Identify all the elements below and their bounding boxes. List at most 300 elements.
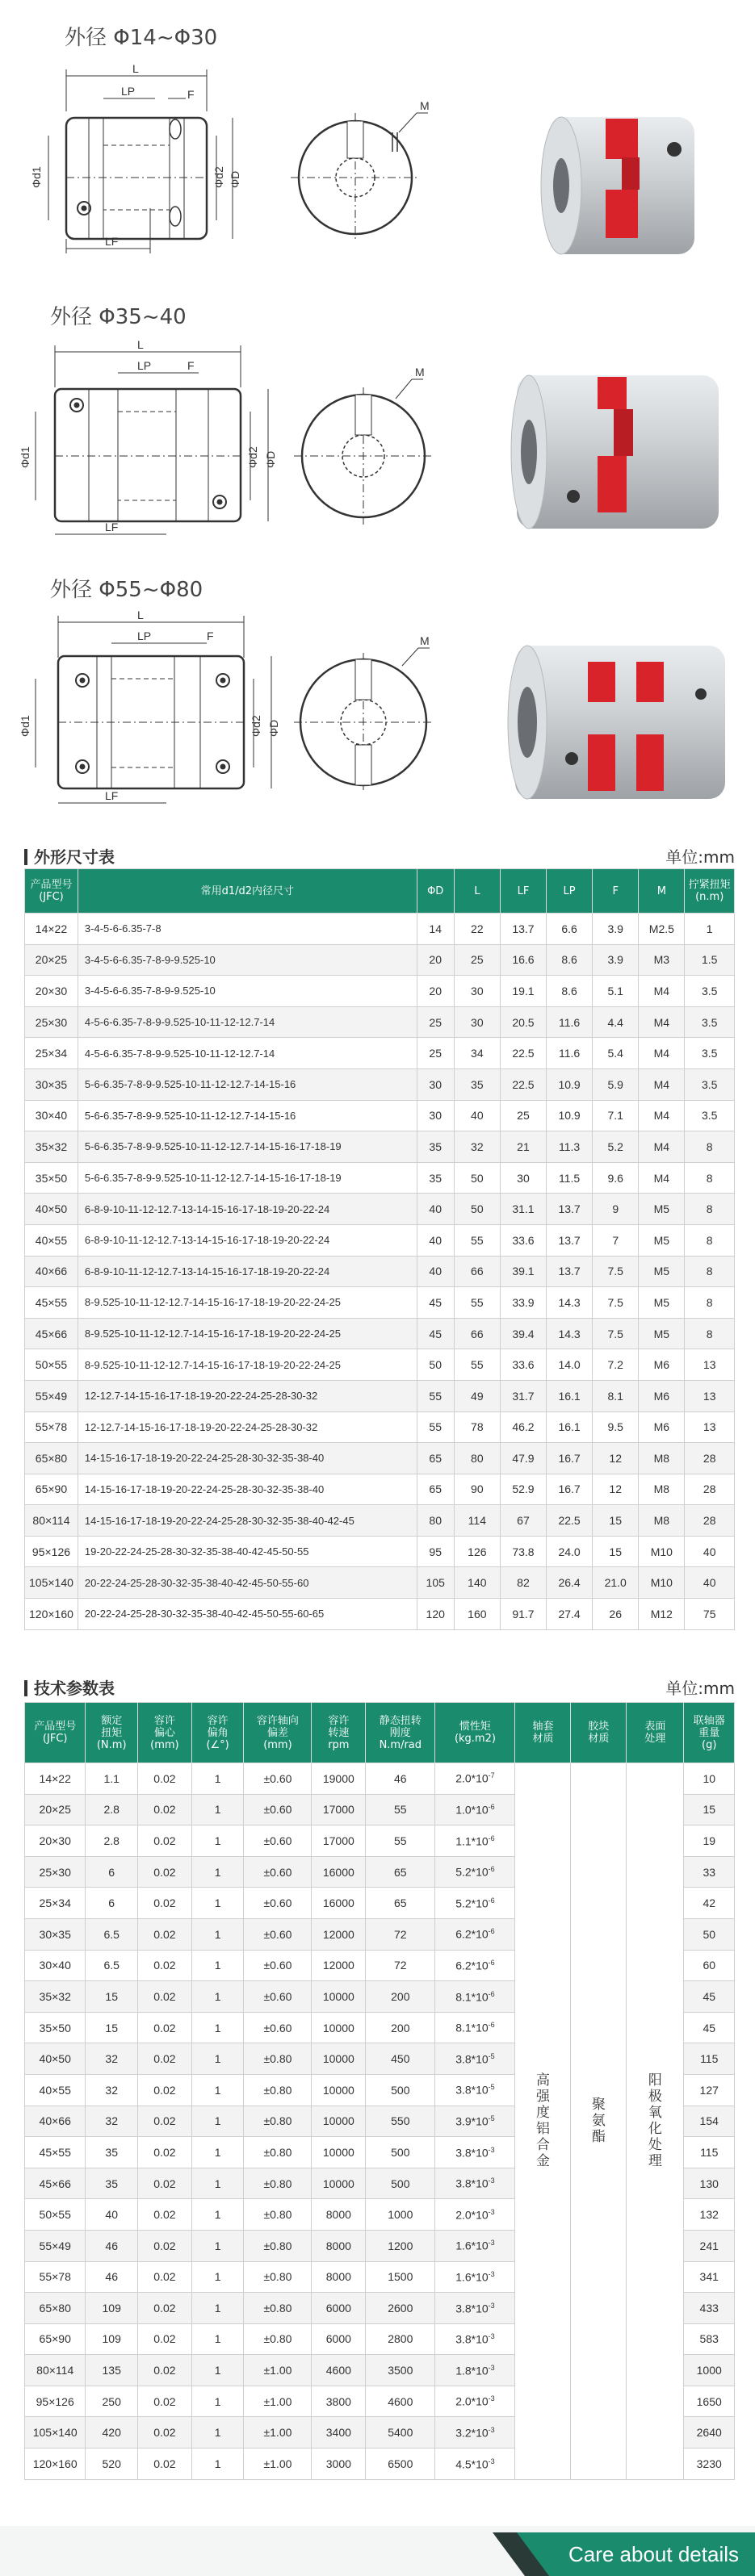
svg-text:LF: LF [105, 521, 119, 533]
table-cell: 46 [366, 1763, 435, 1795]
table-cell: 1 [191, 2106, 244, 2137]
table-cell: 40 [417, 1256, 454, 1287]
table-cell: 1 [191, 2074, 244, 2106]
inertia-cell: $1.0*10^{-6}$ [435, 1794, 515, 1825]
table-cell: 3800 [312, 2386, 366, 2417]
table-cell: 135 [86, 2355, 138, 2386]
table-cell: M4 [639, 1131, 685, 1163]
table-cell: 14×22 [25, 1763, 86, 1795]
table-cell: 35×50 [25, 2012, 86, 2043]
table-cell: 6 [86, 1888, 138, 1919]
table-cell: 3.5 [685, 1006, 735, 1038]
table-row [25, 1100, 735, 1131]
table-cell: 0.02 [138, 2168, 192, 2199]
table-cell: 1650 [684, 2386, 735, 2417]
table-cell: 39.1 [500, 1256, 546, 1287]
col-d: ΦD [417, 869, 454, 914]
svg-text:ΦD: ΦD [264, 450, 277, 468]
table-cell: 8 [685, 1287, 735, 1319]
table-cell: 14.3 [547, 1287, 593, 1319]
table-cell: 25×34 [25, 1038, 78, 1069]
table-row [25, 1131, 735, 1163]
table-cell: 0.02 [138, 2199, 192, 2231]
table-cell: 45×66 [25, 1318, 78, 1349]
table-cell: 2800 [366, 2323, 435, 2355]
table-cell: 66 [454, 1256, 500, 1287]
table-row [25, 944, 735, 976]
table-cell: 8.6 [547, 976, 593, 1007]
table-cell: 66 [454, 1318, 500, 1349]
table-cell: 13.7 [547, 1224, 593, 1256]
table-cell: 420 [86, 2417, 138, 2448]
svg-text:LP: LP [137, 359, 152, 372]
col-angular: 容许 偏角 (∠°) [191, 1703, 244, 1763]
table-cell: 6-8-9-10-11-12-12.7-13-14-15-16-17-18-19-20-22-24 [78, 1194, 417, 1225]
table-cell: 16.7 [547, 1443, 593, 1474]
table-cell: 1500 [366, 2261, 435, 2293]
table-cell: ±0.60 [244, 2012, 312, 2043]
table-cell: 11.6 [547, 1038, 593, 1069]
table-cell: 0.02 [138, 2355, 192, 2386]
svg-text:F: F [207, 629, 214, 642]
table-cell: 8 [685, 1224, 735, 1256]
col-lf: LF [500, 869, 546, 914]
table-cell: 55×78 [25, 1411, 78, 1443]
table-cell: 0.02 [138, 2230, 192, 2261]
inertia-cell: $4.5*10^{-3}$ [435, 2448, 515, 2480]
inertia-cell: $1.6*10^{-3}$ [435, 2261, 515, 2293]
col-spider: 胶块 材质 [571, 1703, 627, 1763]
inertia-cell: $2.0*10^{-3}$ [435, 2199, 515, 2231]
drawing-title: 外径 Φ55~Φ80 [50, 578, 203, 602]
table-cell: 25 [417, 1038, 454, 1069]
col-lp: LP [547, 869, 593, 914]
table-cell: 114 [454, 1505, 500, 1537]
table-cell: 16.1 [547, 1411, 593, 1443]
table-cell: 1 [191, 2168, 244, 2199]
table-cell: 40×55 [25, 2074, 86, 2106]
surface-treatment: 阳 极 氧 化 处 理 [627, 1763, 684, 2480]
table-cell: 15 [86, 1981, 138, 2013]
table-cell: 3500 [366, 2355, 435, 2386]
table-cell: 1 [191, 1763, 244, 1795]
table-cell: 105 [417, 1567, 454, 1599]
table-cell: 40 [86, 2199, 138, 2231]
table-cell: 72 [366, 1918, 435, 1950]
table-cell: 55×78 [25, 2261, 86, 2293]
table-row [25, 1068, 735, 1100]
table-cell: 200 [366, 2012, 435, 2043]
table-cell: 25 [454, 944, 500, 976]
table-cell: 6-8-9-10-11-12-12.7-13-14-15-16-17-18-19-20-22-24 [78, 1256, 417, 1287]
table-cell: 5.9 [593, 1068, 639, 1100]
inertia-cell: $3.8*10^{-3}$ [435, 2323, 515, 2355]
table-cell: 6-8-9-10-11-12-12.7-13-14-15-16-17-18-19-20-22-24 [78, 1224, 417, 1256]
table-cell: 7.5 [593, 1318, 639, 1349]
table-cell: 9.6 [593, 1162, 639, 1194]
table-cell: 5.2 [593, 1131, 639, 1163]
inertia-cell: $1.1*10^{-6}$ [435, 1825, 515, 1857]
table-cell: 132 [684, 2199, 735, 2231]
svg-text:LF: LF [105, 789, 119, 802]
table-cell: 2640 [684, 2417, 735, 2448]
table-cell: 35 [417, 1131, 454, 1163]
col-torque: 拧紧扭矩 (n.m) [685, 869, 735, 914]
table-cell: 433 [684, 2293, 735, 2324]
table-cell: 22.5 [547, 1505, 593, 1537]
table-cell: 8 [685, 1162, 735, 1194]
unit-label: 单位:mm [665, 1679, 735, 1698]
table-cell: 6000 [312, 2323, 366, 2355]
svg-text:ΦD: ΦD [229, 170, 241, 188]
table-cell: 0.02 [138, 1825, 192, 1857]
hub-material: 高 强 度 铝 合 金 [515, 1763, 571, 2480]
table-cell: 15 [593, 1536, 639, 1567]
table-cell: 8-9.525-10-11-12-12.7-14-15-16-17-18-19-20-22-24-25 [78, 1318, 417, 1349]
table-cell: 19 [684, 1825, 735, 1857]
table-cell: 1 [191, 2012, 244, 2043]
unit-label: 单位:mm [665, 847, 735, 867]
table-cell: 0.02 [138, 1888, 192, 1919]
table-cell: ±1.00 [244, 2386, 312, 2417]
table-cell: 4-5-6-6.35-7-8-9-9.525-10-11-12-12.7-14 [78, 1038, 417, 1069]
table-cell: 45×66 [25, 2168, 86, 2199]
table-cell: 3-4-5-6-6.35-7-8 [78, 914, 417, 945]
table-cell: 30 [454, 1006, 500, 1038]
table-cell: 0.02 [138, 2106, 192, 2137]
table-cell: 7.5 [593, 1256, 639, 1287]
table-cell: 3.5 [685, 1068, 735, 1100]
table-row [25, 1349, 735, 1381]
table-cell: 35 [454, 1068, 500, 1100]
table-row [25, 1318, 735, 1349]
table-cell: 154 [684, 2106, 735, 2137]
table-cell: 11.5 [547, 1162, 593, 1194]
table-cell: 0.02 [138, 1794, 192, 1825]
table-cell: 13.7 [547, 1194, 593, 1225]
table-cell: 45 [417, 1287, 454, 1319]
table-cell: 0.02 [138, 2043, 192, 2075]
table-cell: 17000 [312, 1794, 366, 1825]
table-cell: 2.8 [86, 1825, 138, 1857]
table-cell: 1 [191, 2230, 244, 2261]
table-cell: ±0.80 [244, 2323, 312, 2355]
table-cell: 520 [86, 2448, 138, 2480]
table-cell: 22.5 [500, 1068, 546, 1100]
table-cell: 35 [86, 2137, 138, 2168]
table-cell: 12 [593, 1443, 639, 1474]
table-cell: 500 [366, 2168, 435, 2199]
table-cell: 20-22-24-25-28-30-32-35-38-40-42-45-50-55-60 [78, 1567, 417, 1599]
svg-text:M: M [420, 634, 430, 647]
table-cell: ±0.80 [244, 2293, 312, 2324]
table-cell: 14-15-16-17-18-19-20-22-24-25-28-30-32-35-38-40 [78, 1443, 417, 1474]
table-cell: 65×80 [25, 2293, 86, 2324]
table-cell: 12-12.7-14-15-16-17-18-19-20-22-24-25-28-30-32 [78, 1411, 417, 1443]
table-cell: 55 [366, 1794, 435, 1825]
table-cell: 40 [685, 1536, 735, 1567]
table-cell: 95×126 [25, 1536, 78, 1567]
table-cell: 4600 [312, 2355, 366, 2386]
table-cell: 3000 [312, 2448, 366, 2480]
technical-drawing-medium [16, 331, 452, 549]
svg-text:LP: LP [137, 629, 152, 642]
table-cell: 33.6 [500, 1224, 546, 1256]
table-cell: 1 [191, 2448, 244, 2480]
table-cell: 5-6-6.35-7-8-9-9.525-10-11-12-12.7-14-15-16 [78, 1068, 417, 1100]
table-row [25, 1474, 735, 1505]
table-cell: 55 [417, 1380, 454, 1411]
table-cell: 16000 [312, 1888, 366, 1919]
table-cell: 5-6-6.35-7-8-9-9.525-10-11-12-12.7-14-15-16 [78, 1100, 417, 1131]
table-cell: 550 [366, 2106, 435, 2137]
specs-table [24, 1702, 735, 2480]
table-cell: 45×55 [25, 2137, 86, 2168]
dimensions-table-title: 外形尺寸表 [24, 844, 115, 868]
table-cell: 65×80 [25, 1443, 78, 1474]
table-cell: 8000 [312, 2199, 366, 2231]
table-cell: 0.02 [138, 2261, 192, 2293]
table-cell: ±0.80 [244, 2261, 312, 2293]
table-cell: 30 [417, 1100, 454, 1131]
table-cell: 1 [191, 2355, 244, 2386]
col-l: L [454, 869, 500, 914]
table-cell: 12-12.7-14-15-16-17-18-19-20-22-24-25-28-30-32 [78, 1380, 417, 1411]
table-cell: 45 [684, 1981, 735, 2013]
table-cell: 0.02 [138, 1981, 192, 2013]
table-cell: 7.2 [593, 1349, 639, 1381]
table-cell: 16.6 [500, 944, 546, 976]
table-cell: 10000 [312, 2106, 366, 2137]
inertia-cell: $3.8*10^{-5}$ [435, 2043, 515, 2075]
table-cell: 2600 [366, 2293, 435, 2324]
table-cell: 341 [684, 2261, 735, 2293]
table-cell: 1 [191, 2043, 244, 2075]
table-cell: 21.0 [593, 1567, 639, 1599]
table-cell: 0.02 [138, 1950, 192, 1981]
table-cell: M2.5 [639, 914, 685, 945]
svg-text:Φd2: Φd2 [212, 166, 225, 188]
table-cell: 17000 [312, 1825, 366, 1857]
table-cell: ±0.60 [244, 1794, 312, 1825]
table-cell: 120 [417, 1599, 454, 1630]
table-cell: 3400 [312, 2417, 366, 2448]
table-cell: 30×35 [25, 1068, 78, 1100]
table-cell: 5.4 [593, 1038, 639, 1069]
table-cell: 28 [685, 1474, 735, 1505]
table-cell: 0.02 [138, 2137, 192, 2168]
table-cell: 50×55 [25, 1349, 78, 1381]
table-cell: 95 [417, 1536, 454, 1567]
col-m: M [639, 869, 685, 914]
table-row [25, 1380, 735, 1411]
svg-text:Φd2: Φd2 [250, 715, 262, 737]
table-cell: 55 [454, 1349, 500, 1381]
table-cell: 25×30 [25, 1006, 78, 1038]
table-cell: 7.5 [593, 1287, 639, 1319]
table-cell: ±1.00 [244, 2417, 312, 2448]
table-cell: 55 [366, 1825, 435, 1857]
table-cell: 40×55 [25, 1224, 78, 1256]
table-cell: 12000 [312, 1918, 366, 1950]
table-cell: 8 [685, 1131, 735, 1163]
table-cell: 6 [86, 1856, 138, 1888]
table-cell: 20.5 [500, 1006, 546, 1038]
col-weight: 联轴器 重量 (g) [684, 1703, 735, 1763]
table-cell: 22 [454, 914, 500, 945]
table-row [25, 1536, 735, 1567]
table-cell: 8-9.525-10-11-12-12.7-14-15-16-17-18-19-20-22-24-25 [78, 1287, 417, 1319]
table-cell: 25×30 [25, 1856, 86, 1888]
table-cell: 0.02 [138, 2417, 192, 2448]
table-cell: 25 [500, 1100, 546, 1131]
table-cell: 35×32 [25, 1131, 78, 1163]
table-cell: 16.7 [547, 1474, 593, 1505]
table-cell: M10 [639, 1536, 685, 1567]
table-cell: 105×140 [25, 2417, 86, 2448]
specs-table-title: 技术参数表 [24, 1675, 115, 1699]
table-cell: 19-20-22-24-25-28-30-32-35-38-40-42-45-50-55 [78, 1536, 417, 1567]
table-cell: M5 [639, 1194, 685, 1225]
svg-text:LF: LF [105, 235, 119, 248]
table-cell: 26.4 [547, 1567, 593, 1599]
table-cell: ±0.80 [244, 2230, 312, 2261]
inertia-cell: $3.8*10^{-3}$ [435, 2137, 515, 2168]
table-cell: 24.0 [547, 1536, 593, 1567]
table-cell: 40 [454, 1100, 500, 1131]
table-row [25, 914, 735, 945]
table-cell: 46 [86, 2230, 138, 2261]
col-speed: 容许 转速 rpm [312, 1703, 366, 1763]
table-cell: M6 [639, 1349, 685, 1381]
table-cell: 31.1 [500, 1194, 546, 1225]
table-row [25, 1006, 735, 1038]
table-cell: 55×49 [25, 2230, 86, 2261]
table-cell: ±0.80 [244, 2168, 312, 2199]
table-cell: 6.5 [86, 1950, 138, 1981]
table-row [25, 1443, 735, 1474]
spider-material: 聚 氨 酯 [571, 1763, 627, 2480]
table-cell: 14-15-16-17-18-19-20-22-24-25-28-30-32-35-38-40-42-45 [78, 1505, 417, 1537]
table-cell: ±0.80 [244, 2199, 312, 2231]
table-cell: 10000 [312, 2168, 366, 2199]
table-cell: 10 [684, 1763, 735, 1795]
table-cell: 15 [593, 1505, 639, 1537]
table-cell: 55 [454, 1287, 500, 1319]
table-cell: 45×55 [25, 1287, 78, 1319]
table-cell: 140 [454, 1567, 500, 1599]
table-cell: 1 [191, 1918, 244, 1950]
table-row [25, 1567, 735, 1599]
table-cell: 27.4 [547, 1599, 593, 1630]
table-cell: 583 [684, 2323, 735, 2355]
table-cell: 10000 [312, 2074, 366, 2106]
table-cell: 3.9 [593, 944, 639, 976]
table-cell: 14 [417, 914, 454, 945]
table-cell: 1000 [684, 2355, 735, 2386]
table-cell: 30×40 [25, 1100, 78, 1131]
table-cell: 1000 [366, 2199, 435, 2231]
table-cell: 1 [191, 1888, 244, 1919]
table-cell: 20-22-24-25-28-30-32-35-38-40-42-45-50-55-60-65 [78, 1599, 417, 1630]
inertia-cell: $3.8*10^{-3}$ [435, 2293, 515, 2324]
table-cell: 25 [417, 1006, 454, 1038]
table-cell: ±0.80 [244, 2137, 312, 2168]
table-cell: 50 [454, 1194, 500, 1225]
table-cell: M4 [639, 1038, 685, 1069]
table-cell: 15 [86, 2012, 138, 2043]
table-cell: 1 [191, 1794, 244, 1825]
table-cell: 9 [593, 1194, 639, 1225]
table-cell: 20 [417, 944, 454, 976]
table-cell: 3230 [684, 2448, 735, 2480]
table-cell: 47.9 [500, 1443, 546, 1474]
table-cell: 14.0 [547, 1349, 593, 1381]
col-bore: 常用d1/d2内径尺寸 [78, 869, 417, 914]
table-cell: 241 [684, 2230, 735, 2261]
table-cell: 40 [417, 1194, 454, 1225]
table-cell: 13 [685, 1411, 735, 1443]
table-cell: 40×66 [25, 1256, 78, 1287]
table-cell: 75 [685, 1599, 735, 1630]
svg-text:Φd1: Φd1 [19, 715, 31, 737]
table-cell: 20×25 [25, 1794, 86, 1825]
table-cell: 0.02 [138, 2386, 192, 2417]
table-cell: 35 [86, 2168, 138, 2199]
table-row [25, 1599, 735, 1630]
table-row [25, 976, 735, 1007]
coupling-photo-small [533, 101, 719, 262]
table-cell: 35 [417, 1162, 454, 1194]
inertia-cell: $3.2*10^{-3}$ [435, 2417, 515, 2448]
table-cell: 1 [685, 914, 735, 945]
svg-text:L: L [137, 338, 144, 351]
table-cell: 65 [366, 1888, 435, 1919]
inertia-cell: $1.6*10^{-3}$ [435, 2230, 515, 2261]
table-cell: 1 [191, 1950, 244, 1981]
table-cell: 3.5 [685, 1100, 735, 1131]
table-cell: 13.7 [500, 914, 546, 945]
svg-text:L: L [137, 608, 144, 621]
svg-text:LP: LP [121, 85, 136, 98]
table-cell: 20×25 [25, 944, 78, 976]
table-cell: 33 [684, 1856, 735, 1888]
table-cell: 4.4 [593, 1006, 639, 1038]
table-cell: 13 [685, 1380, 735, 1411]
table-cell: 14×22 [25, 914, 78, 945]
table-cell: 90 [454, 1474, 500, 1505]
table-row [25, 1224, 735, 1256]
table-cell: 1 [191, 2293, 244, 2324]
table-cell: 19.1 [500, 976, 546, 1007]
svg-text:M: M [420, 99, 430, 112]
table-cell: 65×90 [25, 2323, 86, 2355]
svg-text:F: F [187, 88, 195, 101]
svg-text:F: F [187, 359, 195, 372]
table-cell: 5400 [366, 2417, 435, 2448]
technical-drawing-large [16, 601, 452, 819]
table-cell: 10000 [312, 1981, 366, 2013]
table-cell: 6000 [312, 2293, 366, 2324]
footer-text: Care about details [568, 2542, 739, 2566]
table-cell: 4600 [366, 2386, 435, 2417]
table-cell: 450 [366, 2043, 435, 2075]
table-cell: 30 [500, 1162, 546, 1194]
table-row [25, 1194, 735, 1225]
table-cell: 0.02 [138, 1763, 192, 1795]
dimensions-table [24, 868, 735, 1630]
col-inertia: 惯性矩 (kg.m2) [435, 1703, 515, 1763]
